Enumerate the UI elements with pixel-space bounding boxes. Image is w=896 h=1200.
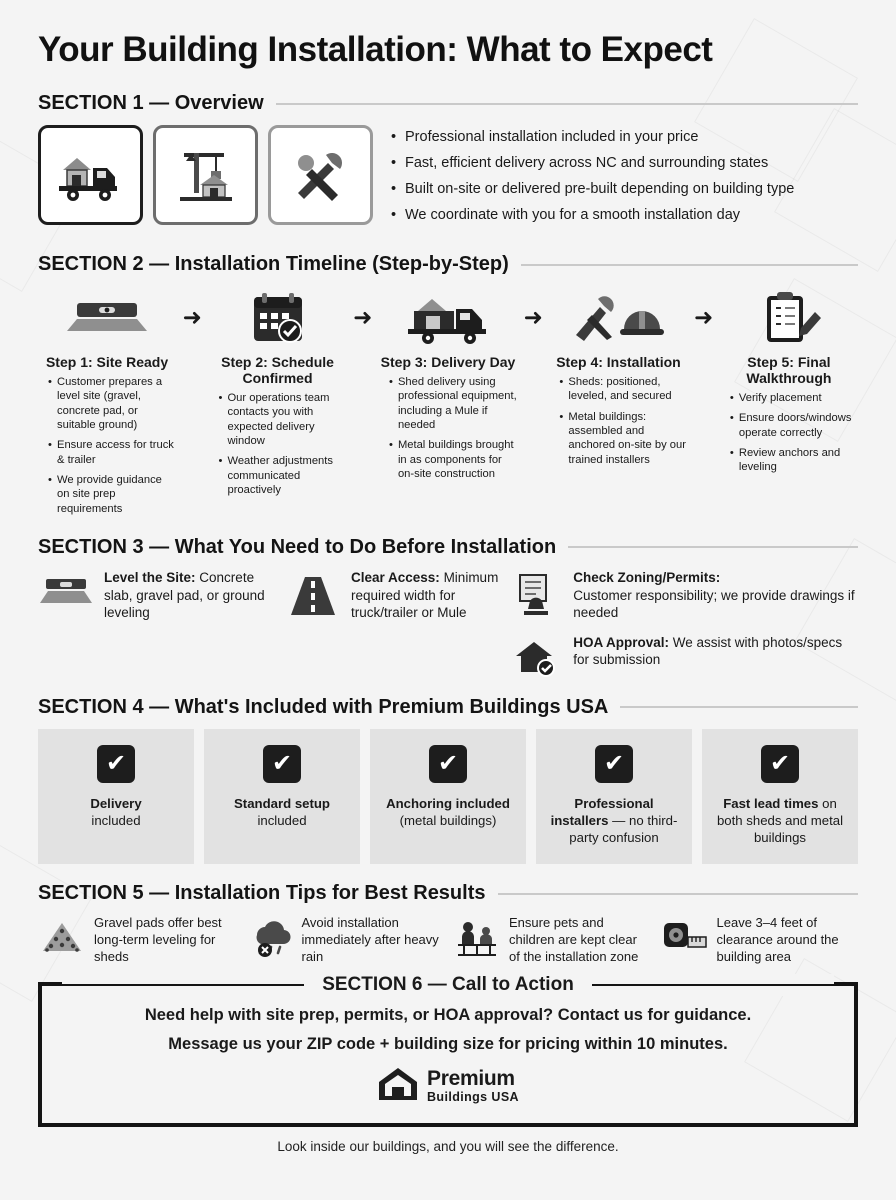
- section-6-header: [62, 974, 834, 996]
- included-card-bold: Standard setup: [234, 795, 330, 811]
- step-items: [208, 391, 346, 497]
- prep-item-level-site: [38, 569, 277, 678]
- section-3-body: [38, 569, 858, 678]
- wrench-hardhat-icon: [549, 286, 687, 348]
- step-title: Step 5: Final Walkthrough: [746, 354, 832, 386]
- tools-icon: [268, 125, 373, 225]
- included-card: [370, 729, 526, 864]
- brand-logo-text: [427, 1068, 519, 1104]
- included-card-bold: Anchoring included: [386, 795, 510, 811]
- level-tool-icon: [38, 286, 176, 348]
- clipboard-pencil-icon: [720, 286, 858, 348]
- footer-tagline: Look inside our buildings, and you will see the difference.: [277, 1138, 619, 1154]
- page-title: Your Building Installation: What to Expect: [38, 30, 713, 69]
- step-title: Step 1: Site Ready: [45, 354, 169, 370]
- calendar-check-icon: [208, 286, 346, 348]
- included-card-bold: Professional installers: [550, 795, 654, 828]
- timeline-step-2: [208, 286, 346, 503]
- list-item: • Ensure access for truck & trailer: [48, 438, 176, 467]
- section-5-heading: SECTION 5 — Installation Tips for Best Results: [38, 882, 486, 905]
- tip-text: Ensure pets and children are kept clear of the installation zone: [509, 915, 639, 964]
- prep-item-label: Check Zoning/Permits:: [573, 569, 721, 585]
- prep-item-clear-access: [285, 569, 499, 678]
- divider-rule: [498, 893, 859, 895]
- step-items: [379, 375, 517, 481]
- included-card-rest: included: [91, 812, 141, 828]
- truck-shed-icon: [38, 125, 143, 225]
- call-to-action-box: [38, 973, 858, 1127]
- prep-item-label: Clear Access:: [350, 569, 440, 585]
- tip-text: Gravel pads offer best long-term leveling for sheds: [94, 915, 222, 964]
- timeline-step-5: [720, 286, 858, 481]
- list-item: • Customer prepares a level site (gravel, concrete pad, or suitable ground): [48, 375, 176, 432]
- list-item: • Metal buildings brought in as components for on-site construction: [389, 438, 517, 481]
- tip-text: Avoid installation immediately after heavy rain: [301, 915, 439, 964]
- level-tool-icon: [38, 569, 94, 613]
- pets-children-icon: [453, 915, 501, 957]
- section-1-body: [38, 125, 858, 233]
- tip-item: [38, 915, 236, 966]
- check-icon: ✔: [97, 745, 135, 783]
- list-item: • Review anchors and leveling: [730, 446, 858, 475]
- tip-item: [246, 915, 444, 966]
- step-title: Step 3: Delivery Day: [380, 354, 516, 370]
- check-icon: ✔: [595, 745, 633, 783]
- tip-item: [453, 915, 651, 966]
- arrow-icon: ➜: [694, 303, 714, 330]
- list-item: • Metal buildings: assembled and anchored on-site by our trained installers: [559, 410, 687, 467]
- prep-item-hoa: [507, 634, 858, 678]
- included-card-text: [90, 795, 141, 829]
- list-item: • Weather adjustments communicated proactively: [218, 454, 346, 497]
- step-items: [38, 375, 176, 516]
- list-item: • Built on-site or delivered pre-built depending on building type: [391, 181, 794, 197]
- cta-line-1: Need help with site prep, permits, or HOA approval? Contact us for guidance.: [144, 1005, 752, 1024]
- section-2-header: [38, 253, 858, 276]
- divider-rule: [568, 546, 858, 548]
- list-item: • Shed delivery using professional equipment, including a Mule if needed: [389, 375, 517, 432]
- tip-text: Leave 3–4 feet of clearance around the building area: [716, 915, 839, 964]
- section-3-heading: SECTION 3 — What You Need to Do Before Installation: [38, 535, 557, 558]
- included-card: [536, 729, 692, 864]
- check-icon: ✔: [263, 745, 301, 783]
- included-card: [702, 729, 858, 864]
- rain-cloud-blocked-icon: [246, 915, 294, 957]
- timeline-step-1: [38, 286, 176, 522]
- section-4-heading: SECTION 4 — What's Included with Premium Buildings USA: [38, 695, 609, 718]
- gravel-pile-icon: [38, 915, 86, 955]
- divider-rule: [62, 984, 304, 986]
- home-logo-icon: [377, 1066, 419, 1107]
- included-card: [204, 729, 360, 864]
- brand-name-line1: Premium: [426, 1067, 515, 1091]
- section-5-body: [38, 915, 858, 966]
- list-item: • We provide guidance on site prep requirements: [48, 473, 176, 516]
- list-item: • Ensure doors/windows operate correctly: [730, 411, 858, 440]
- timeline-step-4: [549, 286, 687, 473]
- included-card-rest: (metal buildings): [399, 812, 497, 828]
- crane-building-icon: [153, 125, 258, 225]
- prep-item-desc: Minimum required width for truck/trailer or Mule: [350, 569, 499, 621]
- section-1-bullet-list: [391, 125, 794, 233]
- divider-rule: [592, 984, 834, 986]
- road-access-icon: [285, 569, 341, 619]
- arrow-icon: ➜: [353, 303, 373, 330]
- list-item: • We coordinate with you for a smooth installation day: [391, 207, 794, 223]
- prep-item-text: [573, 569, 858, 622]
- step-items: [549, 375, 687, 467]
- prep-column-3: [507, 569, 858, 678]
- list-item: • Our operations team contacts you with expected delivery window: [218, 391, 346, 448]
- brand-name-line2: Buildings USA: [426, 1090, 519, 1105]
- section-2-body: [38, 286, 858, 522]
- list-item: • Sheds: positioned, leveled, and secured: [559, 375, 687, 404]
- document-stamp-icon: [507, 569, 563, 617]
- list-item: • Verify placement: [730, 391, 858, 405]
- prep-item-desc: Customer responsibility; we provide drawings if needed: [573, 587, 855, 621]
- section-6-heading: SECTION 6 — Call to Action: [322, 973, 574, 995]
- cta-line-2: Message us your ZIP code + building size for pricing within 10 minutes.: [168, 1034, 728, 1053]
- prep-item-text: [351, 569, 499, 622]
- section-1-header: [38, 92, 858, 115]
- brand-logo: [62, 1066, 834, 1107]
- section-1-heading: SECTION 1 — Overview: [38, 92, 264, 114]
- list-item: • Professional installation included in your price: [391, 129, 794, 145]
- included-card-bold: Fast lead times: [723, 795, 819, 811]
- included-card-rest: included: [257, 812, 307, 828]
- divider-rule: [620, 706, 858, 708]
- section-4-body: [38, 729, 858, 864]
- included-card-text: [234, 795, 330, 829]
- included-card-rest: — no third-party confusion: [569, 812, 678, 845]
- arrow-icon: ➜: [182, 303, 202, 330]
- step-items: [720, 391, 858, 475]
- prep-item-text: [104, 569, 277, 622]
- prep-item-label: HOA Approval:: [573, 634, 670, 650]
- section-5-header: [38, 882, 858, 905]
- prep-item-text: [573, 634, 858, 669]
- included-card-text: [710, 795, 850, 846]
- prep-item-desc: We assist with photos/specs for submission: [573, 634, 843, 668]
- check-icon: ✔: [429, 745, 467, 783]
- included-card: [38, 729, 194, 864]
- included-card-rest: on both sheds and metal buildings: [716, 795, 844, 845]
- house-check-icon: [507, 634, 563, 678]
- step-title: Step 4: Installation: [556, 354, 681, 370]
- divider-rule: [521, 264, 858, 266]
- included-card-text: [544, 795, 684, 846]
- section-4-header: [38, 696, 858, 719]
- list-item: • Fast, efficient delivery across NC and surrounding states: [391, 155, 794, 171]
- check-icon: ✔: [761, 745, 799, 783]
- divider-rule: [276, 103, 858, 105]
- tape-measure-icon: [661, 915, 709, 955]
- tip-item: [661, 915, 859, 966]
- section-2-heading: SECTION 2 — Installation Timeline (Step-by-Step): [38, 253, 509, 275]
- section-3-header: [38, 536, 858, 559]
- delivery-truck-icon: [379, 286, 517, 348]
- prep-item-zoning: [507, 569, 858, 622]
- arrow-icon: ➜: [523, 303, 543, 330]
- timeline-step-3: [379, 286, 517, 487]
- prep-item-label: Level the Site:: [104, 569, 196, 585]
- timeline-row: [38, 286, 858, 522]
- included-card-text: [386, 795, 510, 829]
- section-1-icon-group: [38, 125, 373, 233]
- included-card-bold: Delivery: [90, 795, 142, 811]
- prep-item-desc: Concrete slab, gravel pad, or ground leveling: [104, 569, 265, 621]
- step-title: Step 2: Schedule Confirmed: [221, 354, 334, 386]
